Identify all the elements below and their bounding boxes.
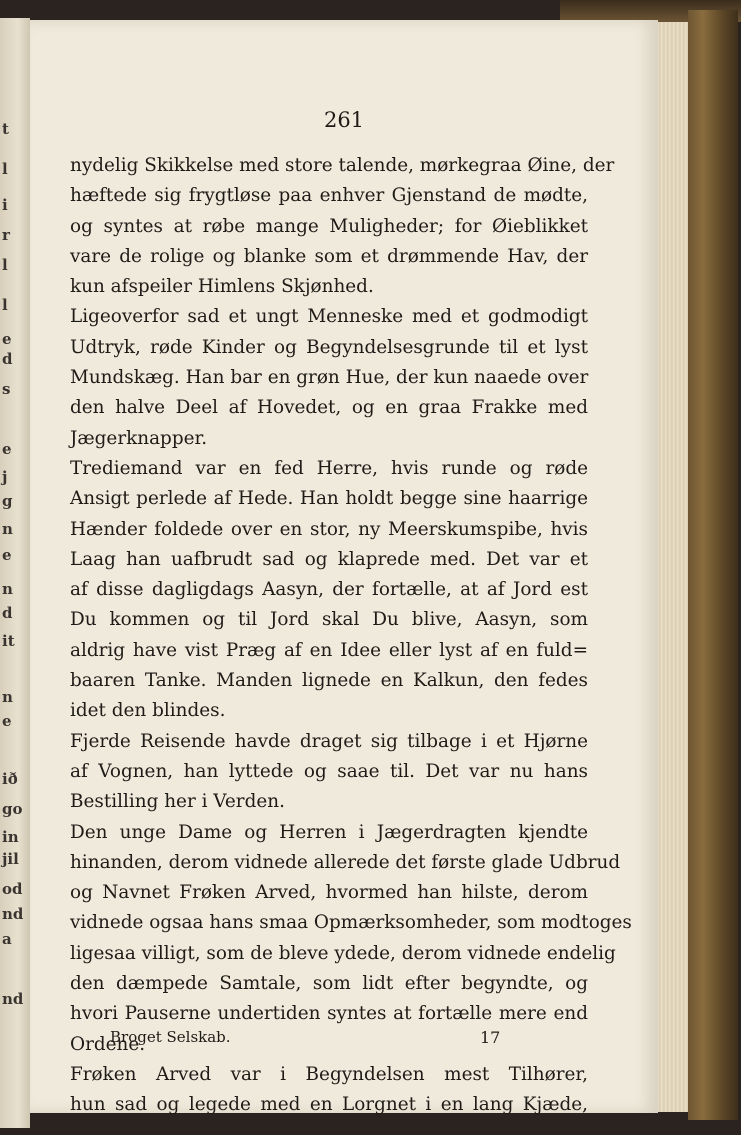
gutter-fragment: jil bbox=[2, 850, 19, 868]
text-line: Mundskæg. Han bar en grøn Hue, der kun naaede over bbox=[70, 367, 589, 389]
text-line: idet den blindes. bbox=[70, 700, 226, 722]
text-line: Frøken Arved var i Begyndelsen mest Tilhører, bbox=[70, 1063, 588, 1085]
text-line: ligesaa villigt, som de bleve ydede, derom vidnede endelig bbox=[70, 942, 616, 964]
signature-mark: Broget Selskab. bbox=[110, 1028, 231, 1046]
gutter-fragment: n bbox=[2, 520, 13, 538]
text-line: Bestilling her i Verden. bbox=[70, 791, 285, 813]
text-line: hun sad og legede med en Lorgnet i en lang Kjæde, bbox=[70, 1094, 588, 1116]
text-line: Jægerknapper. bbox=[70, 427, 208, 449]
text-line: baaren Tanke. Manden lignede en Kalkun, den fedes bbox=[70, 670, 588, 692]
gutter-fragment: in bbox=[2, 828, 19, 846]
text-line: vare de rolige og blanke som et drømmende Hav, der bbox=[70, 245, 588, 267]
text-line: Ansigt perlede af Hede. Han holdt begge sine haarrige bbox=[70, 488, 588, 510]
text-line: aldrig have vist Præg af en Idee eller lyst af en fuld= bbox=[70, 639, 588, 661]
body-text bbox=[70, 151, 632, 1121]
gutter-fragment: e bbox=[2, 712, 12, 730]
gutter-fragment: l bbox=[2, 296, 8, 314]
text-line: af disse dagligdags Aasyn, der fortælle, at af Jord est bbox=[70, 579, 588, 601]
text-line: og syntes at røbe mange Muligheder; for Øieblikket bbox=[70, 215, 588, 237]
text-line: den halve Deel af Hovedet, og en graa Frakke med bbox=[70, 397, 588, 419]
gutter-fragment: od bbox=[2, 880, 23, 898]
text-line: hvori Pauserne undertiden syntes at fortælle mere end bbox=[70, 1003, 588, 1025]
gutter-fragment: l bbox=[2, 160, 8, 178]
gutter-fragment: d bbox=[2, 604, 13, 622]
book-page bbox=[30, 20, 658, 1116]
text-line: Trediemand var en fed Herre, hvis runde og røde bbox=[70, 457, 588, 479]
gutter-fragment: e bbox=[2, 440, 12, 458]
sheet-number: 17 bbox=[480, 1028, 501, 1047]
gutter-fragment: nd bbox=[2, 905, 24, 923]
text-line: Fjerde Reisende havde draget sig tilbage i et Hjørne bbox=[70, 730, 588, 752]
text-line: Hænder foldede over en stor, ny Meerskumspibe, hvis bbox=[70, 518, 588, 540]
text-line: nydelig Skikkelse med store talende, mørkegraa Øine, der bbox=[70, 155, 615, 176]
gutter-fragment: n bbox=[2, 580, 13, 598]
gutter-fragment: r bbox=[2, 226, 10, 244]
text-line: Udtryk, røde Kinder og Begyndelsesgrunde til et lyst bbox=[70, 336, 588, 358]
page-number: 261 bbox=[323, 108, 365, 132]
text-line: hæftede sig frygtløse paa enhver Gjenstand de mødte, bbox=[70, 185, 588, 207]
gutter-fragment: nd bbox=[2, 990, 24, 1008]
gutter-fragment: s bbox=[2, 380, 11, 398]
gutter-fragment: e bbox=[2, 546, 12, 564]
gutter-fragment: a bbox=[2, 930, 12, 948]
page-stack-edge bbox=[658, 22, 688, 1112]
text-line: og Navnet Frøken Arved, hvormed han hilste, derom bbox=[70, 882, 588, 904]
text-line: Ligeoverfor sad et ungt Menneske med et godmodigt bbox=[70, 306, 588, 328]
text-line: den dæmpede Samtale, som lidt efter begyndte, og bbox=[70, 973, 588, 995]
gutter-fragment: ið bbox=[2, 770, 18, 788]
gutter-fragment: t bbox=[2, 120, 9, 138]
gutter-fragment: e bbox=[2, 330, 12, 348]
text-line: Den unge Dame og Herren i Jægerdragten kjendte bbox=[70, 821, 588, 843]
gutter-fragment: g bbox=[2, 492, 13, 510]
text-line: hinanden, derom vidnede allerede det første glade Udbrud bbox=[70, 851, 621, 873]
text-line: af Vognen, han lyttede og saae til. Det var nu hans bbox=[70, 760, 588, 782]
gutter-fragment: n bbox=[2, 688, 13, 706]
text-line: Du kommen og til Jord skal Du blive, Aasyn, som bbox=[70, 609, 588, 631]
gutter-fragment: d bbox=[2, 350, 13, 368]
text-line: kun afspeiler Himlens Skjønhed. bbox=[70, 276, 374, 298]
book-cover-spine bbox=[688, 10, 738, 1120]
gutter-fragment: go bbox=[2, 800, 23, 818]
gutter-fragment: l bbox=[2, 256, 8, 274]
previous-page-text-fragments bbox=[0, 0, 30, 1135]
text-line: Ordene. bbox=[70, 1033, 146, 1055]
text-line: vidnede ogsaa hans smaa Opmærksomheder, som modtoges bbox=[70, 912, 632, 934]
gutter-fragment: j bbox=[2, 468, 8, 486]
text-line: Laag han uafbrudt sad og klaprede med. Det var et bbox=[70, 548, 588, 570]
gutter-fragment: it bbox=[2, 632, 15, 650]
gutter-fragment: i bbox=[2, 196, 8, 214]
